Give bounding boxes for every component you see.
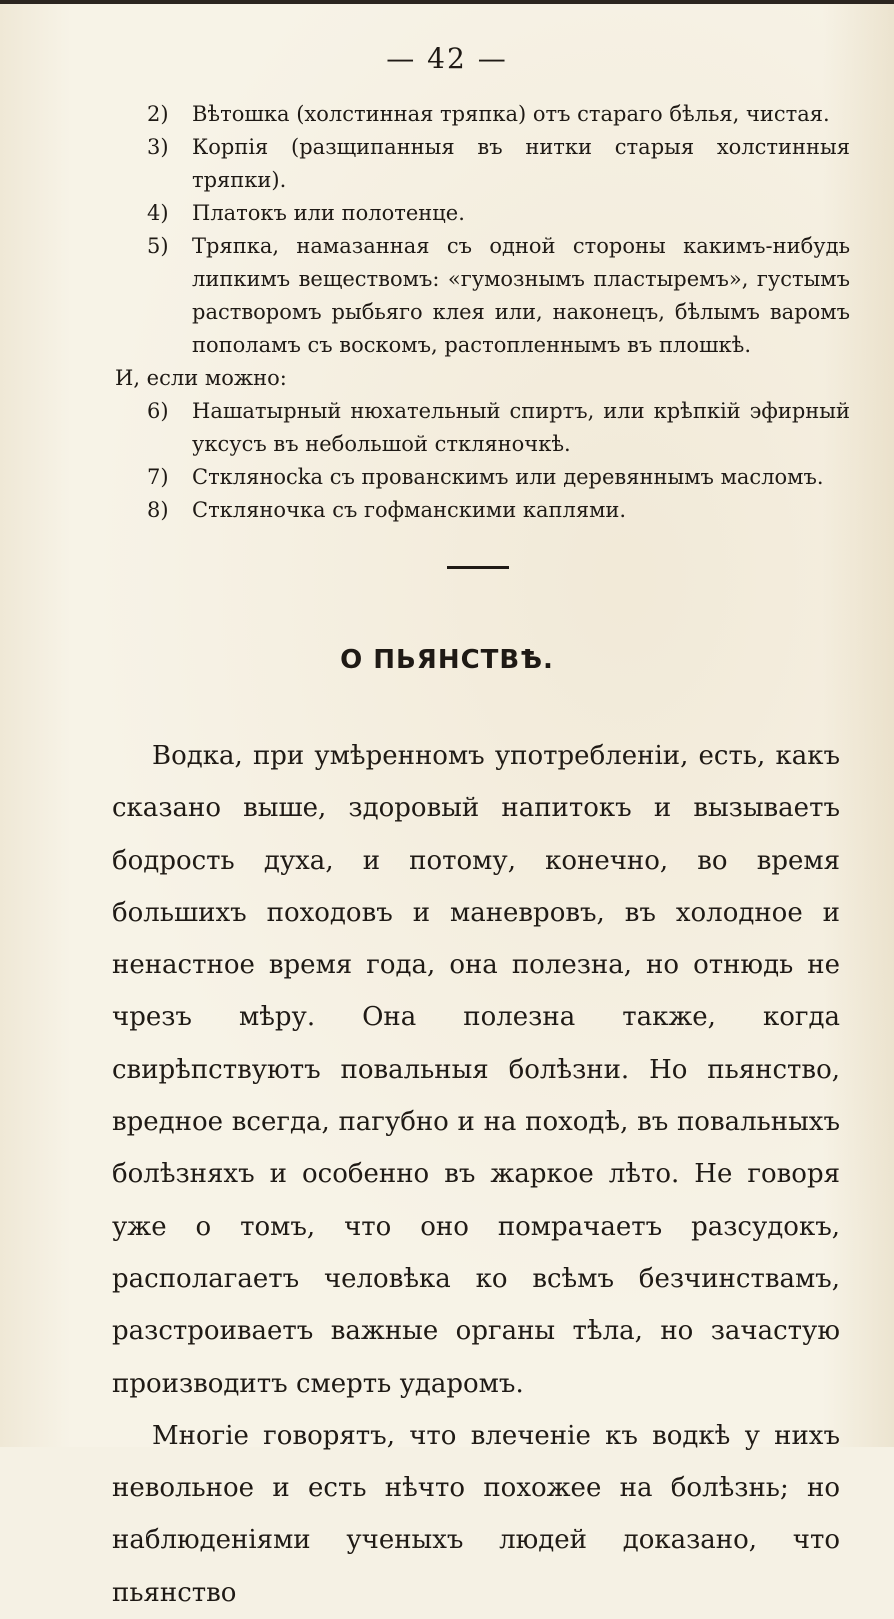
list-item <box>115 230 850 362</box>
list-item-number: 8) <box>147 498 169 522</box>
list-item-number: 6) <box>147 399 169 423</box>
supply-list <box>115 98 850 527</box>
list-item <box>115 461 850 494</box>
list-item-number: 3) <box>147 135 169 159</box>
list-note: И, если можно: <box>115 366 287 390</box>
list-item-number: 7) <box>147 465 169 489</box>
list-item-text: Стклянocka съ прованскимъ или деревяннымъ масломъ. <box>192 465 824 489</box>
section-divider <box>447 566 509 569</box>
list-item-text: Платокъ или полотенце. <box>192 201 465 225</box>
list-item <box>115 131 850 197</box>
list-item <box>115 98 850 131</box>
paragraph: Водка, при умѣренномъ употребленіи, есть, какъ сказано выше, здоровый напитокъ и вызываетъ бодрость духа, и потому, конечно, во время большихъ походовъ и маневровъ, въ холодное и ненастное время года, она полезна, но отнюдь не чрезъ мѣру. Она полезна также, когда свирѣпствуютъ повальныя болѣзни. Но пьянство, вредное всегда, пагубно и на походѣ, въ повальныхъ болѣзняхъ и особенно въ жаркое лѣто. Не говоря уже о томъ, что оно помрачаетъ разсудокъ, располагаетъ человѣка ко всѣмъ безчинствамъ, разстроиваетъ важные органы тѣла, но зачастую производитъ смерть ударомъ. <box>112 741 840 1399</box>
list-item <box>115 197 850 230</box>
section-heading: О ПЬЯНСТВѢ. <box>340 645 554 675</box>
list-item-number: 5) <box>147 234 169 258</box>
list-item <box>115 395 850 461</box>
top-border-line <box>0 0 894 4</box>
list-item-number: 2) <box>147 102 169 126</box>
list-item-text: Тряпка, намазанная съ одной стороны какимъ-нибудь липкимъ веществомъ: «гумознымъ пластыремъ», густымъ растворомъ рыбьяго клея или, наконецъ, бѣлымъ варомъ пополамъ съ воскомъ, растопленнымъ въ плошкѣ. <box>192 234 850 357</box>
list-item <box>115 494 850 527</box>
list-item-number: 4) <box>147 201 169 225</box>
list-item-text: Корпія (разщипанныя въ нитки старыя холстинныя тряпки). <box>192 135 850 192</box>
list-item-text: Стклянoчка съ гофманскими каплями. <box>192 498 627 522</box>
page-number: — 42 — <box>386 42 508 75</box>
list-item-text: Нашатырный нюхательный спиртъ, или крѣпкій эфирный уксусъ въ небольшой сткляночкѣ. <box>192 399 850 456</box>
list-item-text: Вѣтошка (холстинная тряпка) отъ стараго бѣлья, чистая. <box>192 102 830 126</box>
section-body <box>112 730 840 1619</box>
paragraph: Многіе говорятъ, что влеченіе къ водкѣ у нихъ невольное и есть нѣчто похожее на болѣзнь; но наблюденіями ученыхъ людей доказано, что пьянство <box>112 1420 840 1608</box>
